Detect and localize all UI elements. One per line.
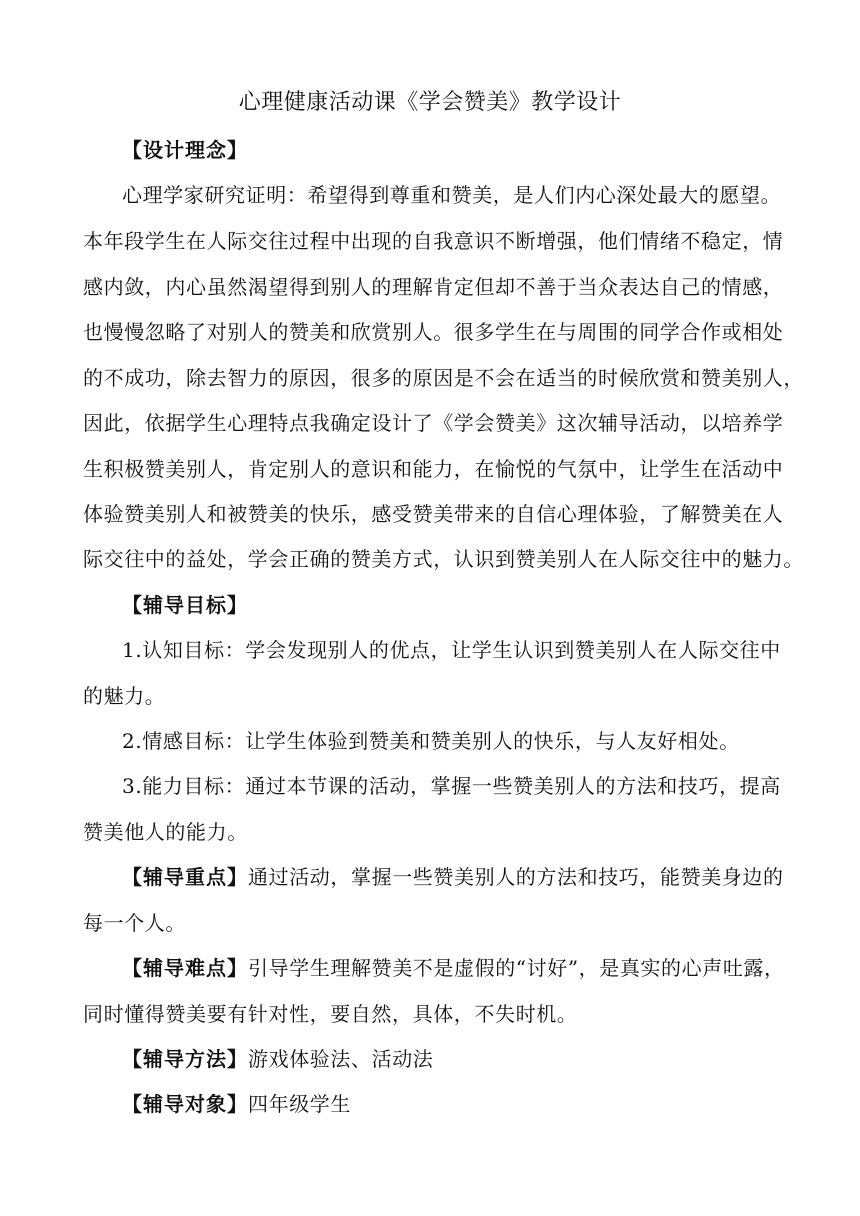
audience-label: 【辅导对象】 xyxy=(122,1092,248,1116)
key-point-text: 通过活动，掌握一些赞美别人的方法和技巧，能赞美身边的 xyxy=(248,865,784,889)
difficulty-line xyxy=(122,954,783,982)
method-line xyxy=(122,1045,783,1073)
goal-ability-cont: 赞美他人的能力。 xyxy=(83,820,248,844)
difficulty-cont: 同时懂得赞美要有针对性，要自然，具体，不失时机。 xyxy=(83,1002,578,1026)
paragraph-line: 也慢慢忽略了对别人的赞美和欣赏别人。很多学生在与周围的同学合作或相处 xyxy=(83,320,784,344)
key-point-label: 【辅导重点】 xyxy=(122,865,248,889)
paragraph-line: 因此，依据学生心理特点我确定设计了《学会赞美》这次辅导活动，以培养学 xyxy=(83,411,784,435)
design-concept-heading: 【设计理念】 xyxy=(122,138,248,162)
key-point-line xyxy=(122,863,783,891)
method-label: 【辅导方法】 xyxy=(122,1047,248,1071)
difficulty-text: 引导学生理解赞美不是虚假的“讨好”，是真实的心声吐露， xyxy=(248,956,785,980)
paragraph-line: 际交往中的益处，学会正确的赞美方式，认识到赞美别人在人际交往中的魅力。 xyxy=(83,547,804,571)
paragraph-line: 感内敛，内心虽然渴望得到别人的理解肯定但却不善于当众表达自己的情感， xyxy=(83,275,784,299)
goal-cognitive: 1.认知目标：学会发现别人的优点，让学生认识到赞美别人在人际交往中 xyxy=(122,638,781,662)
difficulty-label: 【辅导难点】 xyxy=(122,956,248,980)
document-title: 心理健康活动课《学会赞美》教学设计 xyxy=(238,90,622,115)
paragraph-line: 体验赞美别人和被赞美的快乐，感受赞美带来的自信心理体验，了解赞美在人 xyxy=(83,502,784,526)
audience-text: 四年级学生 xyxy=(248,1092,351,1116)
goal-ability: 3.能力目标：通过本节课的活动，掌握一些赞美别人的方法和技巧，提高 xyxy=(122,774,781,798)
goal-cognitive-cont: 的魅力。 xyxy=(83,684,166,708)
goal-emotional: 2.情感目标：让学生体验到赞美和赞美别人的快乐，与人友好相处。 xyxy=(122,729,740,753)
method-text: 游戏体验法、活动法 xyxy=(248,1047,434,1071)
paragraph-line: 本年段学生在人际交往过程中出现的自我意识不断增强，他们情绪不稳定，情 xyxy=(83,229,784,253)
paragraph-line: 生积极赞美别人，肯定别人的意识和能力，在愉悦的气氛中，让学生在活动中 xyxy=(83,457,784,481)
paragraph-line: 的不成功，除去智力的原因，很多的原因是不会在适当的时候欣赏和赞美别人， xyxy=(83,366,804,390)
paragraph-line: 心理学家研究证明：希望得到尊重和赞美，是人们内心深处最大的愿望。 xyxy=(122,183,782,207)
audience-line xyxy=(122,1090,783,1118)
key-point-cont: 每一个人。 xyxy=(83,911,186,935)
goals-heading: 【辅导目标】 xyxy=(122,593,248,617)
